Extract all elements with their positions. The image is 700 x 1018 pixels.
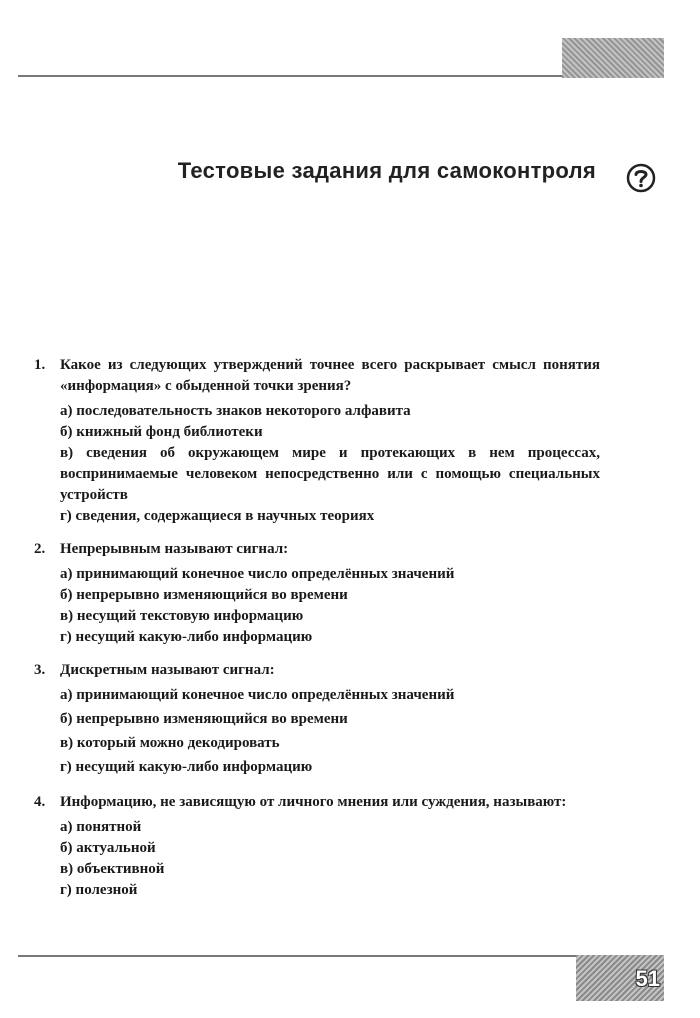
bottom-divider [18,955,578,957]
top-divider [18,75,564,77]
question-number: 1. [34,357,46,373]
option-a: а) принимающий конечное число определённых значений [60,687,455,703]
question-text: Непрерывным называют сигнал: [60,541,289,557]
page-title: Тестовые задания для самоконтроля [177,158,596,183]
option-b: б) книжный фонд библиотеки [60,424,263,440]
option-list [60,685,600,778]
option-c: в) сведения об окружающем мире и протекающих в нем процессах, воспринимаемые человеком непосредственно или с помощью специальных устройств [60,445,600,503]
page-number: 51 [635,966,660,991]
option-d: г) сведения, содержащиеся в научных теориях [60,508,375,524]
option-list [60,401,600,527]
question-2 [34,539,600,648]
question-circle-icon [626,163,656,193]
question-list [34,355,600,913]
option-a: а) понятной [60,819,142,835]
question-text: Какое из следующих утверждений точнее всего раскрывает смысл понятия «информация» с обыденной точки зрения? [60,357,600,394]
option-list [60,564,600,648]
question-text: Дискретным называют сигнал: [60,662,275,678]
question-4 [34,792,600,901]
question-3 [34,660,600,778]
option-list [60,817,600,901]
option-b: б) непрерывно изменяющийся во времени [60,587,348,603]
option-a: а) последовательность знаков некоторого алфавита [60,403,411,419]
question-number: 3. [34,662,46,678]
option-d: г) полезной [60,882,138,898]
question-number: 2. [34,541,46,557]
option-b: б) актуальной [60,840,156,856]
option-c: в) объективной [60,861,165,877]
option-d: г) несущий какую-либо информацию [60,629,313,645]
option-c: в) который можно декодировать [60,735,280,751]
option-c: в) несущий текстовую информацию [60,608,304,624]
question-number: 4. [34,794,46,810]
header-corner-tab [562,38,664,78]
question-1 [34,355,600,527]
option-a: а) принимающий конечное число определённых значений [60,566,455,582]
option-b: б) непрерывно изменяющийся во времени [60,711,348,727]
question-text: Информацию, не зависящую от личного мнения или суждения, называют: [60,794,567,810]
option-d: г) несущий какую-либо информацию [60,759,313,775]
